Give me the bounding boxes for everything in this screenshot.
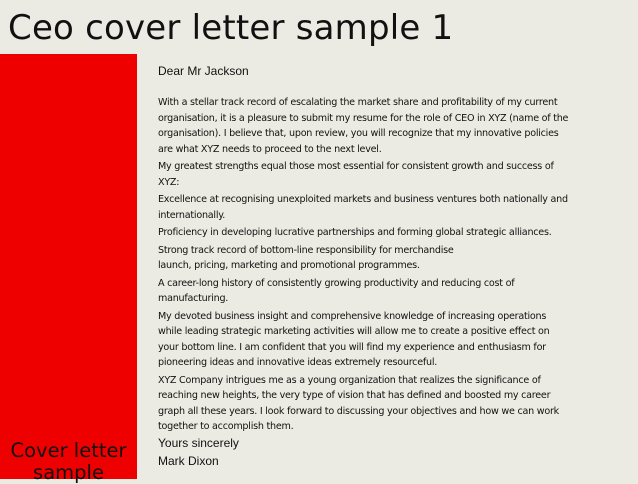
paragraph-line: together to accomplish them. [158,421,294,432]
paragraph-line: My greatest strengths equal those most essential for consistent growth and success of [158,161,554,172]
paragraph [158,225,623,241]
salutation: Dear Mr Jackson [158,64,249,78]
panel-label [0,440,137,484]
paragraph-line: XYZ: [158,176,180,188]
paragraph-line: reaching new heights, the very type of vision that has defined and boosted my career [158,390,551,401]
red-side-panel [0,54,137,484]
paragraph-line: XYZ Company intrigues me as a young organization that realizes the significance of [158,374,541,386]
letter-body [158,64,623,468]
paragraph [158,192,623,223]
paragraph-line: pioneering ideas and innovative ideas extremely resourceful. [158,357,438,368]
paragraph-line: your bottom line. I am confident that you will find my experience and enthusiasm for [158,341,546,353]
slide-title: Ceo cover letter sample 1 [8,8,454,48]
paragraph-line: while leading strategic marketing activities will allow me to create a positive effect on [158,326,550,337]
paragraph [158,373,623,435]
panel-label-line: sample [33,461,104,484]
closing: Yours sincerely [158,435,239,450]
paragraph-line: A career-long history of consistently growing productivity and reducing cost of [158,277,515,289]
paragraph-line: Strong track record of bottom-line responsibility for merchandise [158,244,454,256]
paragraph [158,95,623,157]
signature: Mark Dixon [158,453,219,468]
panel-label-line: Cover letter [10,439,127,462]
paragraph [158,276,623,307]
paragraph [158,309,623,371]
paragraph-line: launch, pricing, marketing and promotional programmes. [158,260,420,271]
paragraph-line: Proficiency in developing lucrative partnerships and forming global strategic alliances. [158,227,552,238]
paragraph-line: With a stellar track record of escalating the market share and profitability of my current [158,97,558,108]
paragraph [158,159,623,190]
paragraph-line: organisation). I believe that, upon review, you will recognize that my innovative policies [158,128,559,139]
paragraph-line: graph all these years. I look forward to discussing your objectives and how we can work [158,405,559,417]
paragraph-line: My devoted business insight and comprehensive knowledge of increasing operations [158,310,547,322]
paragraph-line: are what XYZ needs to proceed to the next level. [158,143,382,155]
paragraph-line: manufacturing. [158,293,229,304]
paragraph-line: organisation, it is a pleasure to submit my resume for the role of CEO in XYZ (name of the [158,112,569,124]
paragraph-line: Excellence at recognising unexploited markets and business ventures both nationally and [158,194,568,205]
paragraph [158,243,623,274]
paragraph-line: internationally. [158,209,226,221]
